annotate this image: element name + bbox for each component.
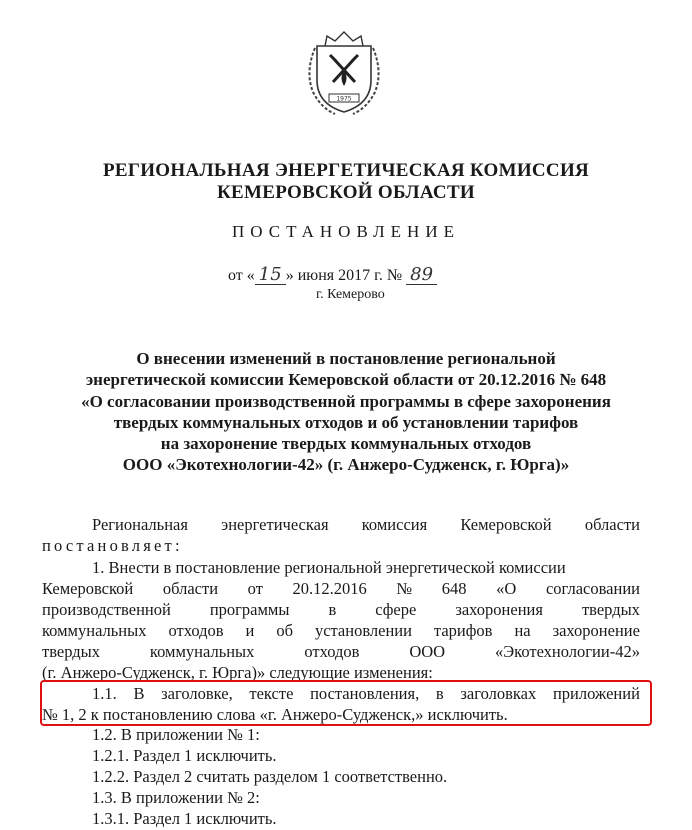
coat-of-arms-emblem [303,28,385,116]
word: постановления, [310,684,420,703]
paragraph-1-1-last-line: № 1, 2 к постановлению слова «г. Анжеро-Судженск,» исключить. [42,705,508,724]
paragraph-1-3: 1.3. В приложении № 2: [92,788,260,807]
paragraph-1-first-line: 1. Внести в постановление региональной энергетической комиссии [92,558,566,577]
emblem-crown [325,32,363,46]
word: ООО [409,642,446,661]
org-name-line1: РЕГИОНАЛЬНАЯ ЭНЕРГЕТИЧЕСКАЯ КОМИССИЯ [102,160,590,181]
word: коммунальных [42,621,147,640]
title-line: О внесении изменений в постановление региональной [136,349,556,368]
word: «О [496,579,517,598]
org-name-line2: КЕМЕРОВСКОЙ ОБЛАСТИ [216,182,475,203]
word: твердых [42,642,100,661]
paragraph-1-line [42,600,640,620]
paragraph-1-line [42,621,640,641]
word: установлении [314,621,412,640]
paragraph-1-3-1: 1.3.1. Раздел 1 исключить. [92,809,277,828]
date-month-year: » июня 2017 г. № [285,267,403,284]
word: и [245,621,255,640]
paragraph-1-last-line: (г. Анжеро-Судженск, г. Юрга)» следующие изменения: [42,663,433,682]
document-title [0,348,692,476]
word: Кемеровской [42,579,134,598]
word: № [396,579,413,598]
paragraph-1-line [42,579,640,599]
word: в [328,600,337,619]
word: 648 [441,579,467,598]
title-line: твердых коммунальных отходов и об установлении тарифов [113,412,579,432]
word: приложений [552,684,640,703]
word: коммунальных [149,642,255,661]
word: энергетическая [221,515,329,534]
word: тарифов [433,621,493,640]
word: В [133,684,145,703]
paragraph-1-2-2: 1.2.2. Раздел 2 считать разделом 1 соответственно. [92,767,448,786]
word: в [435,684,444,703]
word: захоронение [552,621,640,640]
emblem-year: 1975 [336,95,352,103]
paragraph-1-line [42,642,640,662]
document-number-handwritten: 89 [406,266,437,285]
word: области [162,579,219,598]
word: отходов [168,621,224,640]
word: тексте [249,684,294,703]
word: захоронения [455,600,543,619]
date-day-handwritten: 15 [255,266,286,285]
title-line: на захоронение твердых коммунальных отходов [160,434,532,454]
city: г. Кемерово [316,287,385,302]
word: Региональная [92,515,188,534]
title-line: ООО «Экотехнологии-42» (г. Анжеро-Судженск, г. Юрга)» [122,455,570,475]
word: комиссия [361,515,428,534]
word: на [514,621,531,640]
document-type: ПОСТАНОВЛЕНИЕ [231,222,460,241]
word: твердых [581,600,640,619]
date-prefix: от « [228,267,255,284]
word: «Экотехнологии-42» [495,642,640,661]
highlight-box [40,680,652,726]
paragraph-1-2: 1.2. В приложении № 1: [92,725,260,744]
word: отходов [304,642,360,661]
word: заголовках [460,684,537,703]
intro-line [92,515,640,535]
date-line [228,266,437,285]
title-line: энергетической комиссии Кемеровской области от 20.12.2016 № 648 [85,370,607,390]
word: заголовке, [161,684,233,703]
paragraph-1-2-1: 1.2.1. Раздел 1 исключить. [92,746,277,765]
word: 1.1. [92,684,117,703]
word: 20.12.2016 [292,579,367,598]
word: от [247,579,263,598]
word: области [584,515,640,534]
title-line: «О согласовании производственной программы в сфере захоронения [81,391,611,411]
word: об [276,621,293,640]
word: Кемеровской [460,515,552,534]
word: сфере [375,600,417,619]
word: программы [209,600,290,619]
word: согласовании [545,579,640,598]
resolves-word: постановляет: [42,536,183,555]
word: производственной [42,600,171,619]
